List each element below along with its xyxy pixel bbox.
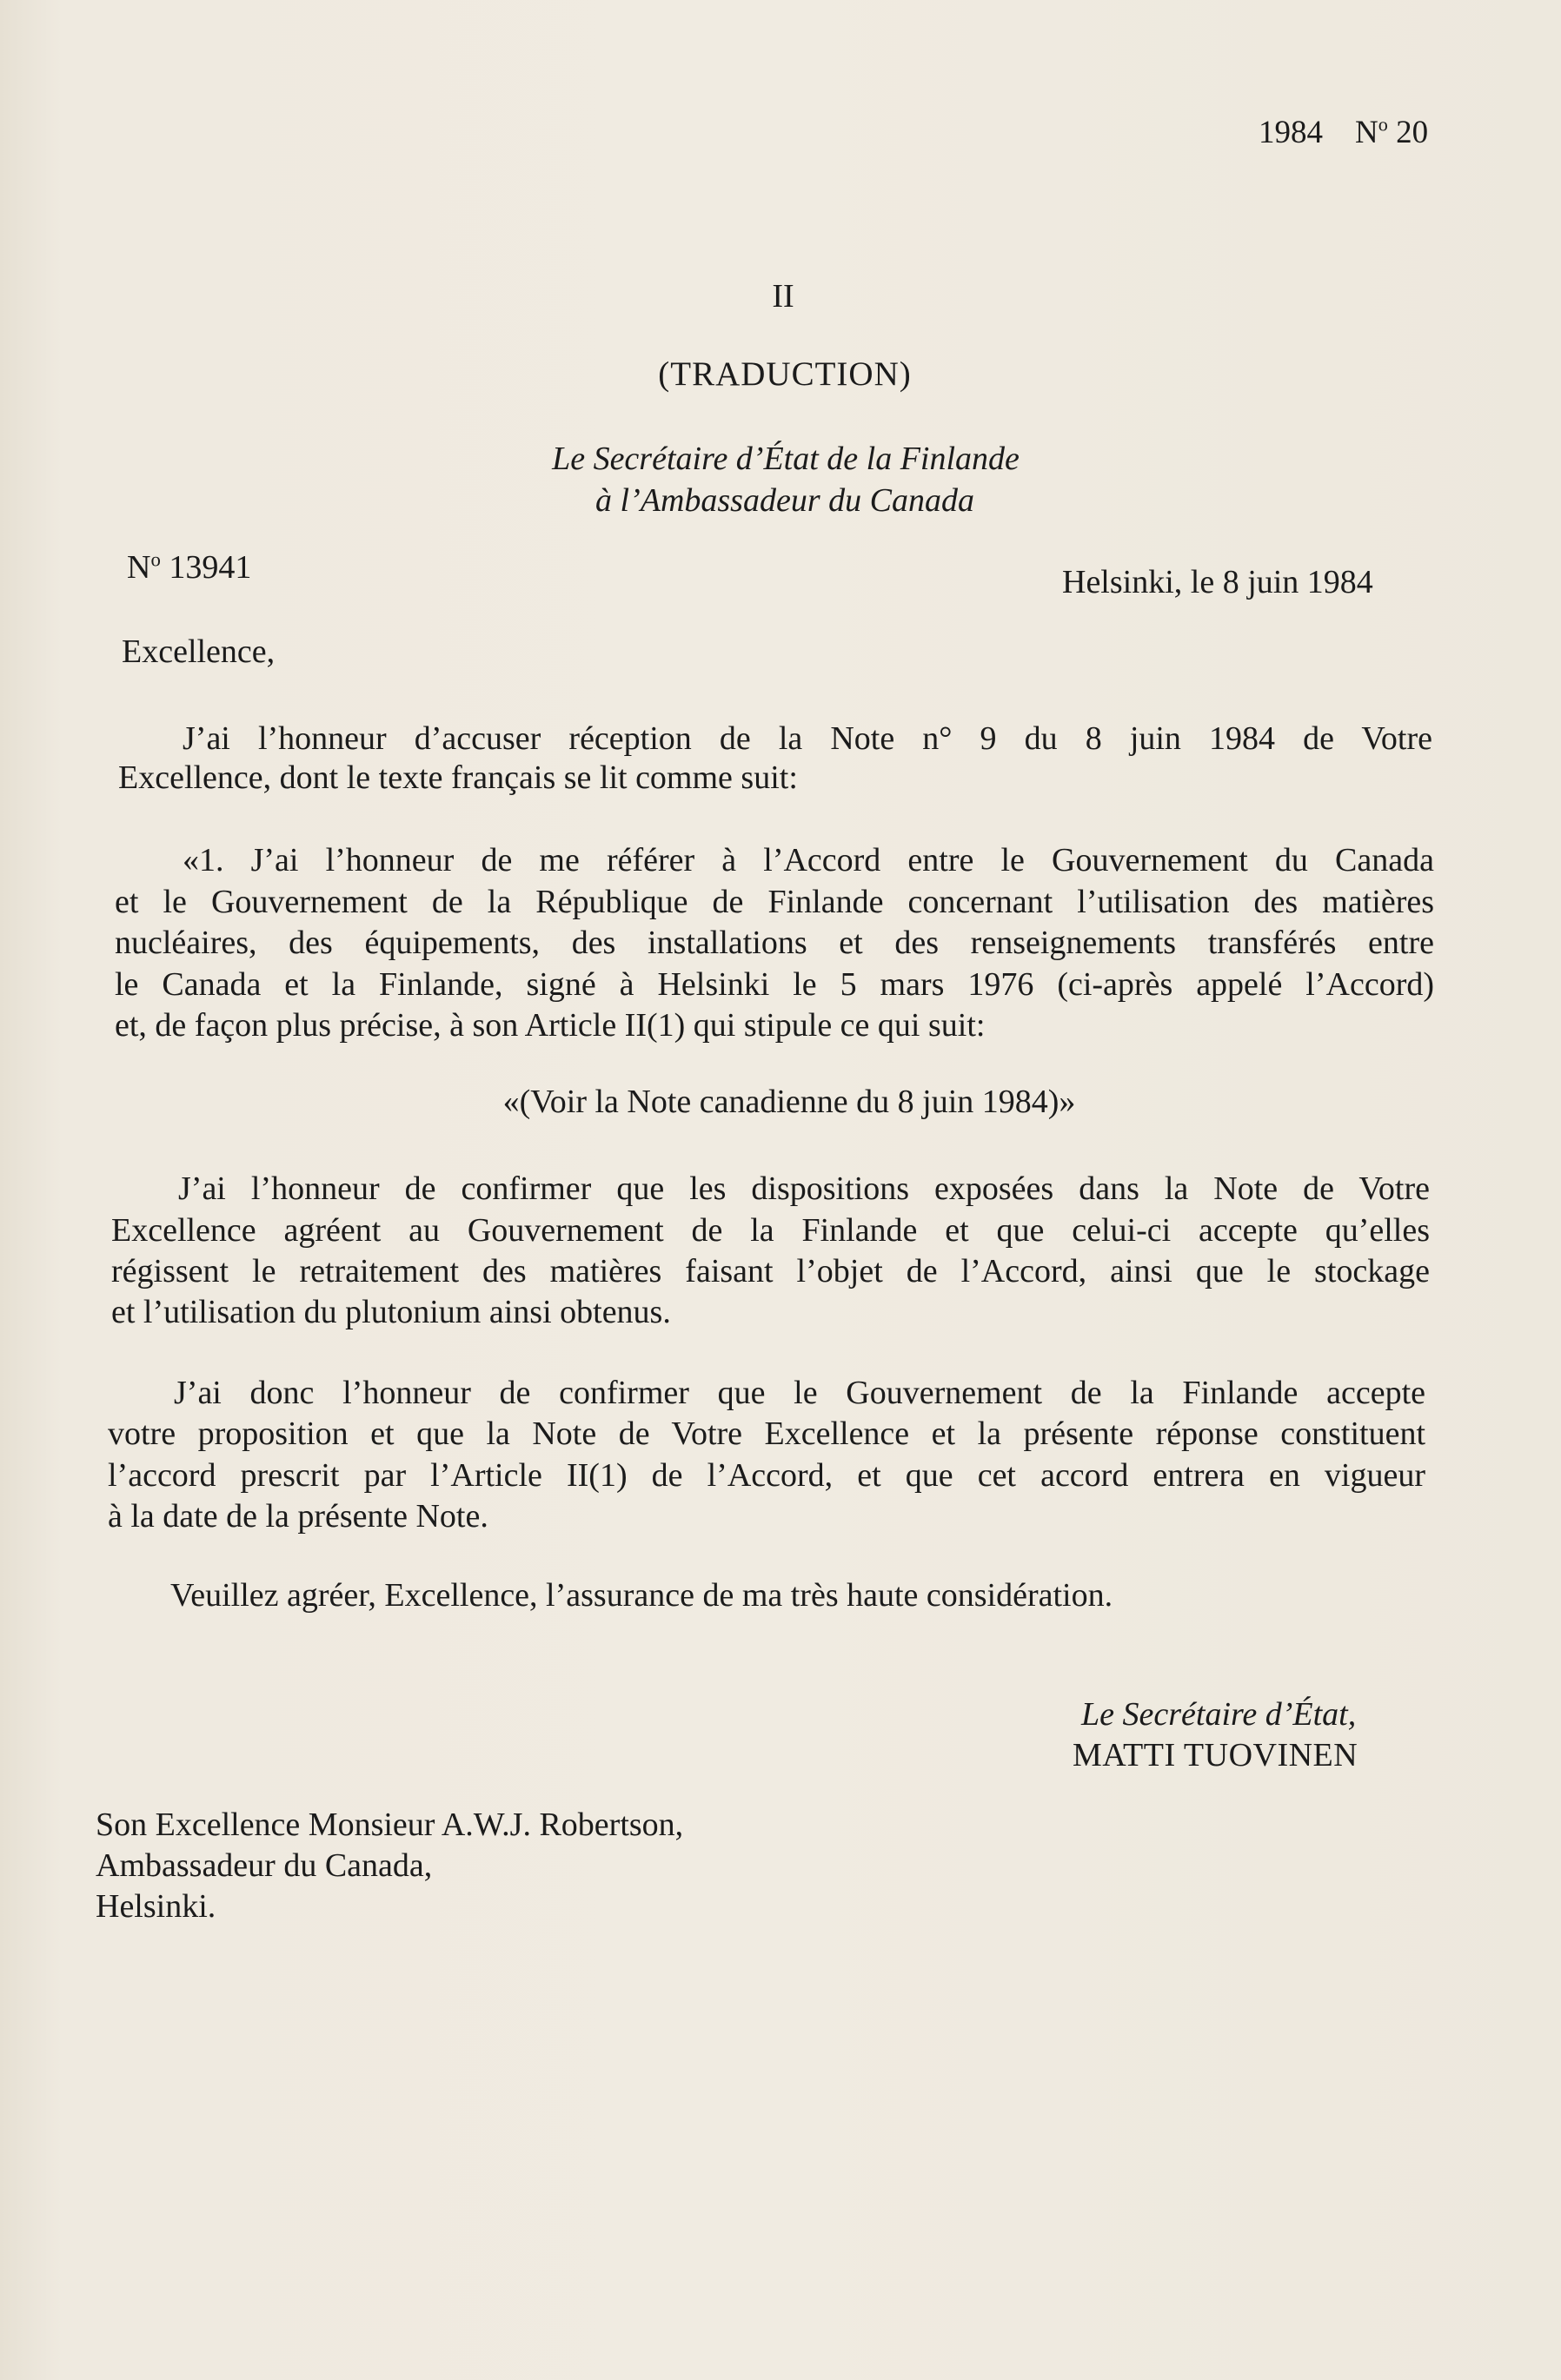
- paragraph-3-line-3: régissent le retraitement des matières faisant l’objet de l’Accord, ainsi que le stockage: [111, 1253, 1430, 1289]
- paragraph-3-line-2: Excellence agréent au Gouvernement de la Finlande et que celui-ci accepte qu’elles: [111, 1212, 1430, 1249]
- addressing-line-2: à l’Ambassadeur du Canada: [595, 482, 974, 519]
- paragraph-4-line-4: à la date de la présente Note.: [108, 1498, 488, 1535]
- recipient-line-3: Helsinki.: [96, 1888, 216, 1925]
- page-header: [1259, 113, 1428, 153]
- header-number: 20: [1396, 115, 1429, 150]
- quoted-note-reference: «(Voir la Note canadienne du 8 juin 1984)»: [502, 1084, 1076, 1120]
- note-reference-number: [127, 547, 251, 587]
- translation-label: (TRADUCTION): [658, 355, 912, 393]
- signature-title: Le Secrétaire d’État,: [1081, 1696, 1357, 1733]
- paragraph-2-line-3: nucléaires, des équipements, des installations et des renseignements transférés entre: [115, 925, 1434, 961]
- signature-name: MATTI TUOVINEN: [1073, 1737, 1358, 1773]
- place-and-date: Helsinki, le 8 juin 1984: [1062, 564, 1373, 600]
- paragraph-1-line-1: J’ai l’honneur d’accuser réception de la Note n° 9 du 8 juin 1984 de Votre: [183, 720, 1432, 757]
- paragraph-2-line-2: et le Gouvernement de la République de Finlande concernant l’utilisation des matières: [115, 884, 1434, 920]
- recipient-line-1: Son Excellence Monsieur A.W.J. Robertson,: [96, 1807, 684, 1843]
- paragraph-4-line-1: J’ai donc l’honneur de confirmer que le Gouvernement de la Finlande accepte: [174, 1375, 1425, 1411]
- note-reference-value: 13941: [169, 549, 252, 586]
- paragraph-4-line-3: l’accord prescrit par l’Article II(1) de l’Accord, et que cet accord entrera en vigueur: [108, 1457, 1425, 1494]
- closing-formula: Veuillez agréer, Excellence, l’assurance de ma très haute considération.: [170, 1577, 1113, 1614]
- header-number-sup: o: [1378, 113, 1388, 136]
- salutation: Excellence,: [122, 633, 276, 670]
- paragraph-1-line-2: Excellence, dont le texte français se lit comme suit:: [118, 759, 798, 796]
- addressing-line-1: Le Secrétaire d’État de la Finlande: [552, 441, 1020, 477]
- header-year: 1984: [1259, 115, 1323, 150]
- paragraph-3-line-1: J’ai l’honneur de confirmer que les dispositions exposées dans la Note de Votre: [178, 1170, 1430, 1207]
- section-roman-numeral: II: [772, 278, 794, 315]
- paragraph-2-line-5: et, de façon plus précise, à son Article II(1) qui stipule ce qui suit:: [115, 1007, 986, 1044]
- note-reference-sup: o: [150, 548, 161, 571]
- paragraph-2-line-1: «1. J’ai l’honneur de me référer à l’Accord entre le Gouvernement du Canada: [183, 842, 1434, 878]
- paragraph-2-line-4: le Canada et la Finlande, signé à Helsinki le 5 mars 1976 (ci-après appelé l’Accord): [115, 966, 1434, 1003]
- paragraph-3-line-4: et l’utilisation du plutonium ainsi obtenus.: [111, 1294, 671, 1330]
- recipient-line-2: Ambassadeur du Canada,: [96, 1847, 433, 1884]
- header-number-prefix: N: [1355, 115, 1378, 150]
- note-reference-prefix: N: [127, 549, 151, 586]
- paragraph-4-line-2: votre proposition et que la Note de Votre Excellence et la présente réponse constituent: [108, 1415, 1425, 1452]
